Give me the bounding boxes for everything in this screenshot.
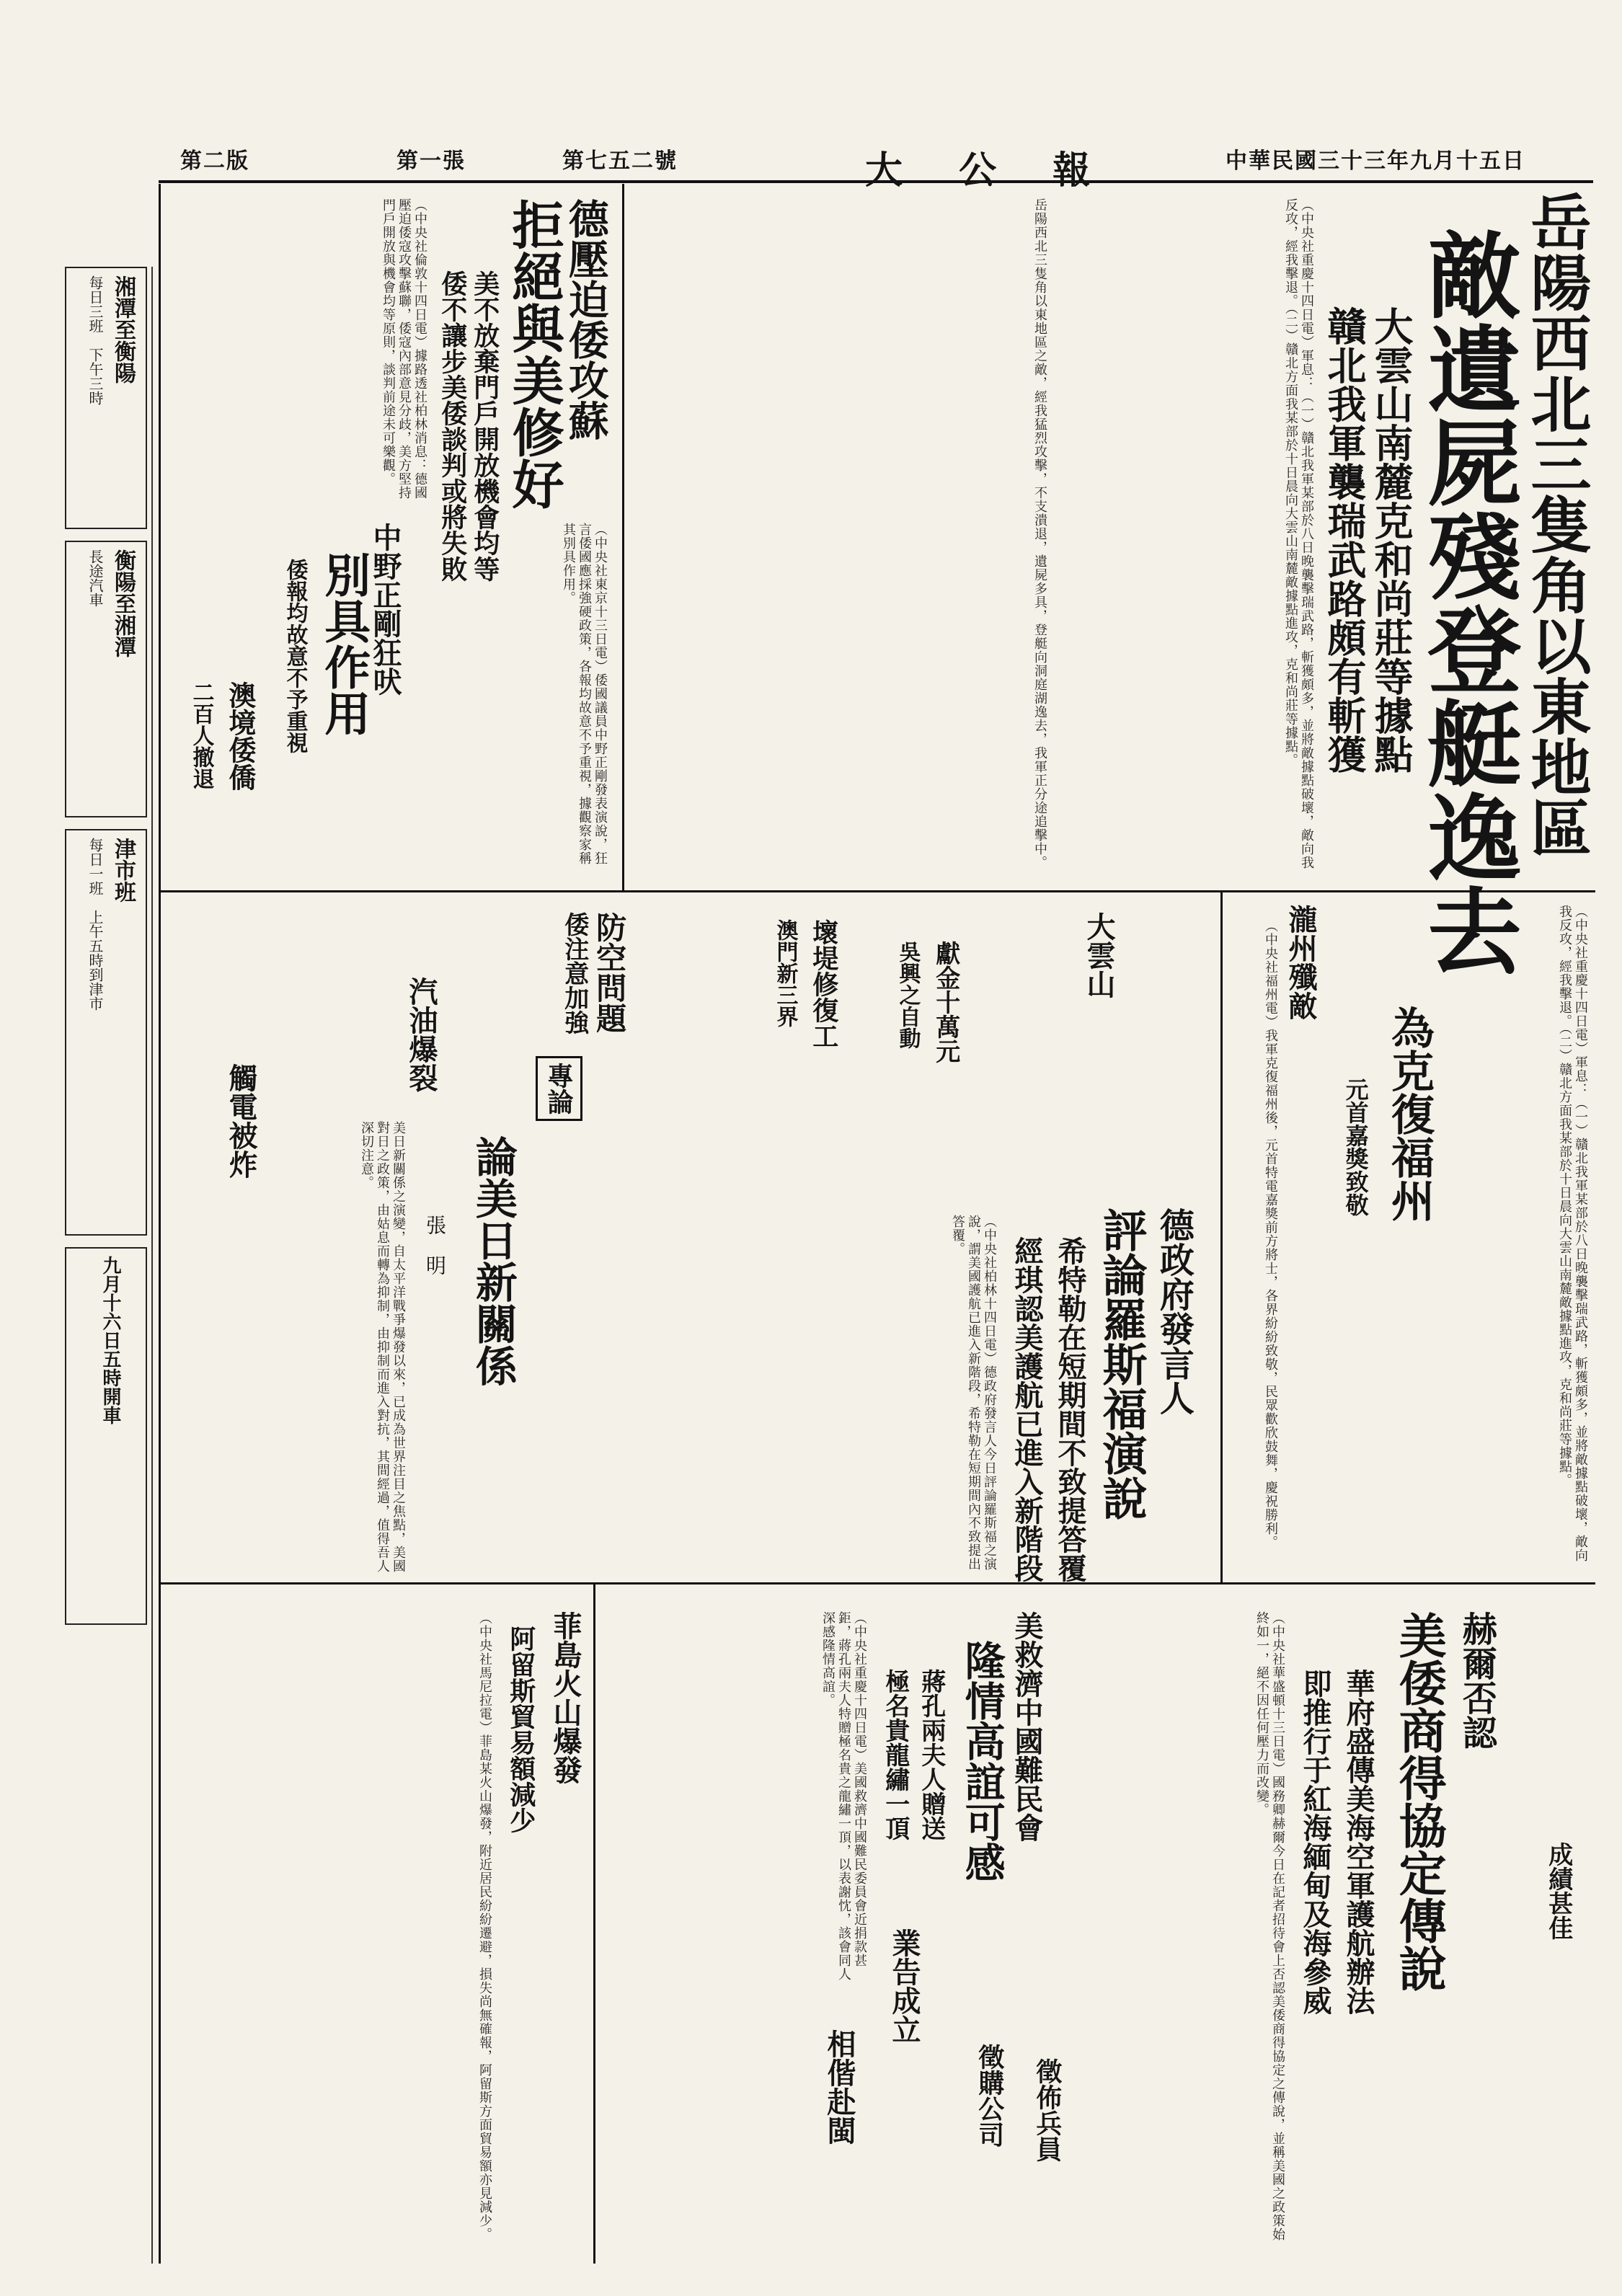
germany-gov-headline-1: 德政府發言人 [1153, 1207, 1195, 1415]
notice-route-4: 九月十六日五時開車 [99, 1256, 121, 1424]
divider [1220, 890, 1223, 1582]
essay-headline: 論美日新關係 [468, 1135, 518, 1386]
issue-date: 中華民國三十三年九月十五日 [1226, 149, 1525, 174]
mission-subhead-2: 極名貴龍繡一頂 [880, 1669, 910, 1840]
nakano-headline-1: 中野正剛狂吠 [368, 523, 402, 696]
german-article-body: （中央社倫敦十四日電）據路透社柏林消息：德國壓迫倭寇攻擊蘇聯，倭寇內部意見分歧，美方堅持門戶開放與機會均等原則，談判前途未可樂觀。 [381, 198, 427, 500]
germany-gov-subhead: 希特勒在短期間不致提答覆 [1053, 1236, 1087, 1582]
mission-headline-2: 隆情高誼可感 [958, 1640, 1006, 1882]
heni-body: （中央社華盛頓十三日電）國務卿赫爾今日在記者招待會上否認美倭商得協定之傳說，並稱美國之政策始終如一，絕不因任何壓力而改變。 [1254, 1611, 1285, 2241]
heni-headline-2: 美倭商得協定傳說 [1391, 1611, 1448, 1992]
fuzhou-headline-1: 為克復福州 [1384, 1006, 1435, 1222]
notice-text-2: 長途汽車 [87, 549, 104, 607]
notice-route-1: 湘潭至衡陽 [110, 275, 136, 384]
germany-gov-headline-2: 評論羅斯福演說 [1095, 1207, 1148, 1520]
german-subhead-2: 倭不讓步美倭談判或將失敗 [437, 270, 468, 582]
masthead [159, 137, 1593, 192]
truck-headline: 汽油爆裂 [404, 977, 438, 1092]
essay-body: 美日新關係之演變，自太平洋戰爭爆發以來，已成為世界注目之焦點，美國對日之政策，由姑息而轉為抑制，由抑制而進入對抗，其間經過，值得吾人深切注意。 [359, 1121, 406, 1573]
mission-body: （中央社重慶十四日電）美國救濟中國難民委員會近捐款甚鉅，蔣孔兩夫人特贈極名貴之龍繡一頂，以表謝忱，該會同人深感隆情高誼。 [820, 1611, 867, 1981]
divider [622, 184, 624, 890]
page-body [159, 184, 1595, 2264]
notice-box-3 [65, 829, 147, 1236]
fuzhou-body: （中央社福州電）我軍克復福州後，元首特電嘉獎前方將士，各界紛紛致敬，民眾歡欣鼓舞，慶祝勝利。 [1263, 919, 1278, 1549]
biz-headline-1: 業告成立 [887, 1928, 921, 2044]
flood-headline-2: 澳門新三界 [772, 919, 798, 1027]
notice-route-3: 津市班 [110, 838, 136, 903]
notice-box-4 [65, 1247, 147, 1625]
right-middle-body: （中央社重慶十四日電）軍息：（一）贛北我軍某部於八日晚襲擊瑞武路，斬獲頗多，並將敵據點破壞，敵向我反攻，經我擊退。（二）贛北方面我某部於十日晨向大雲山南麓敵據點進攻，克和尚莊等據點。 [1557, 905, 1588, 1562]
notice-box-1 [65, 267, 147, 529]
philippines-headline-1: 菲島火山爆發 [549, 1611, 582, 1784]
heni-subhead-2: 即推行于紅海緬甸及海參威 [1298, 1669, 1332, 2015]
main-headline-2: 敵遺屍殘登艇逸去 [1412, 227, 1523, 977]
divider [161, 1582, 1595, 1584]
notice-text-3: 每日一班 上午五時到津市 [87, 838, 104, 1011]
divider [161, 890, 1595, 892]
german-headline-2: 拒絕與美修好 [503, 198, 565, 510]
macau-headline-1: 澳境倭僑 [223, 681, 257, 791]
newspaper-page [29, 29, 1593, 2267]
dayun-headline: 大雲山 [1082, 912, 1116, 998]
gerhardt-headline: 經琪認美護航已進入新階段 [1010, 1236, 1044, 1582]
nakano-subhead: 倭報均故意不予重視 [282, 559, 308, 753]
divider [593, 1582, 595, 2264]
levy-headline-1: 徵購公司 [974, 2044, 1005, 2147]
mission-headline-1: 美救濟中國難民會 [1010, 1611, 1044, 1842]
notice-box-2 [65, 541, 147, 817]
donation-headline-1: 獻金十萬元 [931, 941, 960, 1063]
essay-tag: 專論 [536, 1056, 582, 1121]
sidebar-notices [58, 267, 153, 2264]
trap-headline: 觸電被炸 [224, 1063, 258, 1179]
issue-number: 第七五二號 [562, 149, 678, 174]
philippines-headline-2: 阿留斯貿易額減少 [505, 1626, 536, 1833]
main-article-body-2: 岳陽西北三隻角以東地區之敵，經我猛烈攻擊，不支潰退，遺屍多具，登艇向洞庭湖逸去，我軍正分途追擊中。 [1032, 198, 1047, 869]
german-subhead-1: 美不放棄門戶開放機會均等 [469, 270, 500, 582]
donation-headline-2: 吳興之自動 [895, 941, 921, 1049]
flood-headline-1: 壞堤修復工 [808, 919, 839, 1049]
airdef-headline-1: 防空問題 [592, 912, 628, 1033]
main-subhead-1: 大雲山南麓克和尚莊等據點 [1368, 306, 1414, 774]
heni-headline-1: 赫爾否認 [1456, 1611, 1497, 1750]
fuzhou-headline-2: 元首嘉獎致敬 [1342, 1078, 1370, 1216]
main-subhead-2: 贛北我軍襲瑞武路頗有斬獲 [1321, 306, 1368, 774]
germany-gov-body: （中央社柏林十四日電）德政府發言人今日評論羅斯福之演說，謂美國護航已進入新階段，希特勒在短期間內不致提出答覆。 [950, 1215, 997, 1571]
nakano-headline-2: 別具作用 [316, 551, 371, 736]
biz-headline-2: 相偕赴閩 [823, 2029, 856, 2145]
essay-author: 張 明 [423, 1215, 447, 1275]
sheet-label: 第一張 [396, 149, 466, 174]
mission-subhead-1: 蔣孔兩夫人贈送 [916, 1669, 946, 1840]
levy-headline-2: 徵佈兵員 [1032, 2058, 1063, 2162]
heni-subhead-3: 成績甚佳 [1543, 1842, 1573, 1940]
philippines-body: （中央社馬尼拉電）菲島某火山爆發，附近居民紛紛遷避，損失尚無確報，阿留斯方面貿易額亦見減少。 [477, 1611, 492, 2241]
german-headline-1: 德壓迫倭攻蘇 [562, 198, 610, 440]
notice-text-1: 每日三班 下午三時 [87, 275, 104, 405]
main-article-body: （中央社重慶十四日電）軍息：（一）贛北我軍某部於八日晚襲擊瑞武路，斬獲頗多，並將敵據點破壞，敵向我反攻，經我擊退。（二）贛北方面我某部於十日晨向大雲山南麓敵據點進攻，克和尚莊等據點。 [1283, 198, 1314, 869]
macau-headline-2: 二百人撤退 [188, 681, 214, 789]
paper-name: 大 公 報 [865, 149, 1112, 192]
nakano-article-body: （中央社東京十三日電）倭國議員中野正剛發表演說，狂言倭國應採強硬政策，各報均故意不予重視，據觀察家稱其別具作用。 [561, 523, 608, 865]
airdef-headline-2: 倭注意加強 [559, 912, 589, 1034]
notice-route-2: 衡陽至湘潭 [110, 549, 136, 657]
jiangzhou-headline: 瀧州殲敵 [1284, 905, 1318, 1020]
main-headline-1: 岳陽西北三隻角以東地區 [1521, 191, 1592, 857]
heni-subhead-1: 華府盛傳美海空軍護航辦法 [1342, 1669, 1375, 2015]
page-label: 第二版 [180, 149, 249, 174]
